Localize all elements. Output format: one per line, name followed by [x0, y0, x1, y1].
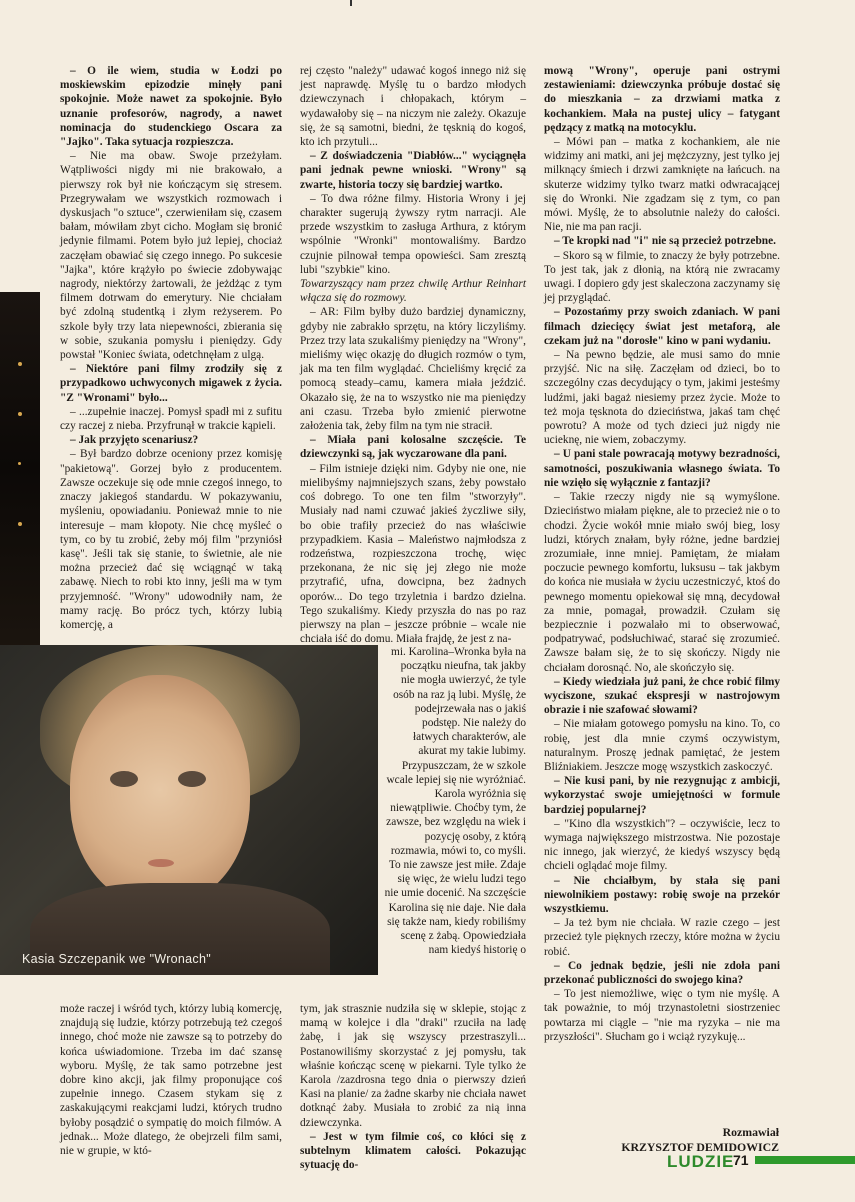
author-credit: [621, 1125, 779, 1155]
question: – U pani stale powracają motywy bezradności, samotności, poszukiwania własnego świata. To nie wzięło się wyłącznie z fantazji?: [544, 448, 780, 489]
aside: Towarzyszący nam przez chwilę Arthur Reinhart włącza się do rozmowy.: [300, 278, 526, 305]
question: – Kiedy wiedziała już pani, że chce robić filmy wyciszone, szukać ekspresji w nastrojowym obrazie i nie szafować słowami?: [544, 675, 780, 717]
question: – Z doświadczenia "Diabłów..." wyciągnęła pani jednak pewne wnioski. "Wrony" są zwarte, historia toczy się bardziej wartko.: [300, 150, 526, 191]
article-column-2-continued: [300, 1002, 526, 1172]
photo-kasia: [0, 645, 378, 975]
question: – Miała pani kolosalne szczęście. Te dziewczynki są, jak wyczarowane dla pani.: [300, 434, 526, 461]
credit-role: Rozmawiał: [722, 1125, 779, 1139]
light-spot: [18, 462, 21, 465]
footer-accent-bar: [755, 1156, 855, 1164]
paragraph: – Na pewno będzie, ale musi samo do mnie przyjść. Nic na siłę. Zaczęłam od dzieci, bo to szczególny czas decydujący o tym, jakimi jesteśmy ludźmi, jaki bagaż niesiemy przez życie. Może to też moja tęsknota do dzieciństwa, jakaś tam chęć powrotu? A może od tych dzieci już nigdy nie ucieknę, nie wiem, zobaczymy.: [544, 349, 780, 447]
article-column-1-continued: [60, 1002, 282, 1158]
paragraph: – Takie rzeczy nigdy nie są wymyślone. Dzieciństwo miałam piękne, ale to przecież nie o to chodzi. Życie wokół mnie miało swój bieg, losy ludzi, których znałam, były różne, jedne bardziej zrozumiałe, inne mniej. Pamiętam, że miałam poczucie pewnego komfortu, luksusu – tak jakbym do końca nie musiała w życiu uczestniczyć, ktoś do pewnego momentu opiekował się mną, decydował za mnie, pomagał, prowadził. Czułam się bezpiecznie i pozwalało mi to obserwować, podpatrywać, podsłuchiwać, starać się zrozumieć. Zawsze bałam się, że to się skończy. Nigdy nie chciałam dorosnąć. No, ale skończyło się.: [544, 491, 780, 674]
credit-name: KRZYSZTOF DEMIDOWICZ: [621, 1140, 779, 1154]
paragraph: – Nie ma obaw. Swoje przeżyłam. Wątpliwości nigdy mi nie brakowało, a pierwszy rok był nie kończącym się stresem. Przegrywałam we wszystkich rozmowach i dyskusjach "o sztuce", czerwieniłam się, czasem bałam, mówiłam zbyt cicho. Mogłam się bronić jedynie filmami. Potem było już lepiej, chociaż zaczęłam obawiać się czego innego. Po sukcesie "Jajka", które krążyło po świecie zdobywając nagrody, niektórzy żartowali, że jeżdżąc z tym filmem dotrwam do emerytury. Nie chciałam być zdolną studentką i złym reżyserem. Po szkole były trzy lata niepewności, zbierania się w sobie, szukania pomysłu i pieniędzy. Gdy powstał "Koniec świata, odetchnęłam z ulgą.: [60, 150, 282, 362]
article-column-2: [300, 64, 526, 646]
paragraph: – Był bardzo dobrze oceniony przez komisję "pakietową". Gorzej było z producentem. Zawsze oczekuje się ode mnie czegoś innego, to znaczy jakiegoś standardu. W pokazywaniu, myśleniu, opowiadaniu. Ponieważ mnie to nie interesuje – mam kłopoty. Nie chcę myśleć o tym, co by tu zrobić, żeby mój film "przyniósł kasę". Jeśli tak się stanie, to świetnie, ale nie można przecież dać się wciągnąć w taką zabawę. Niech to robi kto inny, jeśli ma w tym przyjemność. "Wrony" udowodniły nam, że mamy rację. Bo prócz tych, którzy lubią komercję, a: [60, 448, 282, 631]
crop-mark: [350, 0, 352, 6]
photo-caption: Kasia Szczepanik we "Wronach": [22, 952, 211, 966]
photo-eye: [110, 771, 138, 787]
paragraph: rej często "należy" udawać kogoś innego niż się jest naprawdę. Myślę tu o bardzo młodych dziewczynach i chłopakach, którym – wydawałoby się – na niczym nie zależy. Okazuje się, że są samotni, biedni, że tęsknią do kogoś, kto ich przytuli...: [300, 65, 526, 149]
magazine-name: LUDZIE: [667, 1152, 735, 1171]
question: – O ile wiem, studia w Łodzi po moskiewskim epizodzie minęły pani spokojnie. Może nawet za spokojnie. Było uznanie profesorów, nagrody, a nawet nominacja do studenckiego Oscara za "Jajko". Taka sytuacja rozpieszcza.: [60, 65, 282, 149]
paragraph: – Nie miałam gotowego pomysłu na kino. To, co robię, jest dla mnie czymś oczywistym, naturalnym. Proszę jednak pamiętać, że jestem Bliźniakiem. Jeszcze mogę wszystkich zaskoczyć.: [544, 718, 780, 773]
paragraph: – "Kino dla wszystkich"? – oczywiście, lecz to wymaga największego mistrzostwa. Nie pozostaje nic innego, jak wierzyć, że kiedyś wszyscy będą chcieli oglądać moje filmy.: [544, 817, 780, 873]
paragraph: – Mówi pan – matka z kochankiem, ale nie widzimy ani matki, ani jej mężczyzny, jest tylko jej milknący śmiech i drzwi zamknięte na łańcuch. na skuterze widzimy tylko twarz matki odwracającej się do Wronki. Nie zgadzam się z tym, co pan mówi. Myślę, że to absolutnie należy do całości. Nie, nie ma pan racji.: [544, 136, 780, 234]
photo-mouth: [148, 859, 174, 867]
paragraph: – Film istnieje dzięki nim. Gdyby nie one, nie mielibyśmy najmniejszych szans, żeby powstało coś dobrego. To one ten film "stworzyły". Musiały nad nami czuwać jakieś życzliwe siły, bo obie trafiły przecież do nas właściwie przypadkiem. Kasia – Maleństwo najmłodsza z rodzeństwa, rozpieszczona trochę, więc przekonana, że nic się jej złego nie może przytrafić, ufna, dowcipna, bez żadnych oporów... Do tego trzyletnia i bardzo dzielna. Tego szukaliśmy. Kiedy przyszła do nas po raz pierwszy na plan – jeszcze próbnie – wcale nie chciała iść do domu. Miała frajdę, że jest z na-: [300, 462, 526, 646]
photo-face: [70, 675, 250, 905]
question: – Nie chciałbym, by stała się pani niewolnikiem postawy: robię swoje na przekór wszystkiemu.: [544, 874, 780, 915]
paragraph: – To dwa różne filmy. Historia Wrony i jej charakter sugerują żywszy rytm narracji. Ale przede wszystkim to zasługa Arthura, z którym wspólnie "Wronki" montowaliśmy. Bardzo czujnie pilnował tempa opowieści. Sam zresztą lubi "szybkie" kino.: [300, 192, 526, 276]
question: mową "Wrony", operuje pani ostrymi zestawieniami: dziewczynka próbuje dostać się do mieszkania – za drzwiami matka z kochankiem. Mała na pustej ulicy – fatygant pędzący z matką na motocyklu.: [544, 65, 780, 134]
question: – Jak przyjęto scenariusz?: [70, 434, 199, 447]
paragraph: – To jest niemożliwe, więc o tym nie myślę. A tak poważnie, to mój trzynastoletni siostrzeniec powtarza mi ciągle – "nie ma ryzyka – nie ma przyszłości". Słucham go i wciąż ryzykuję...: [544, 988, 780, 1043]
paragraph: – Skoro są w filmie, to znaczy że były potrzebne. To jest tak, jak z dłonią, na którą nie zwracamy uwagi. I dopiero gdy jest skaleczona zaczynamy się jej przyglądać.: [544, 249, 780, 305]
page-number: 71: [733, 1152, 749, 1168]
question: – Nie kusi pani, by nie rezygnując z ambicji, wykorzystać swoje umiejętności w formule bardziej popularnej?: [544, 775, 780, 816]
article-column-3: [544, 64, 780, 1044]
paragraph: tym, jak strasznie nudziła się w sklepie, stojąc z mamą w kolejce i dla "draki" rzuciła na ladę żabę, i jak się wszyscy przestraszyli... Postanowiliśmy skorzystać z jej pomysłu, tak właśnie kończąc scenę w piekarni. Tyle tylko że Karola /zazdrosna tego dnia o pierwszy dzień Kasi na planie/ za żadne skarby nie chciała nawet dotknąć żaby. Musiała to zrobić za nią inna dziewczynka.: [300, 1003, 526, 1129]
question: – Te kropki nad "i" nie są przecież potrzebne.: [554, 235, 776, 248]
wrapped-text: mi. Karolina–Wronka była na początku nieufna, tak jakby nie mogła uwierzyć, że tyle osób na raz ją lubi. Myślę, że podejrzewała nas o jakiś podstęp. Nie należy do łatwych charakterów, ale akurat my takie lubimy. Przypuszczam, że w szkole wcale lepiej się nie wyróżniać. Karola wyróżnia się niewątpliwie. Choćby tym, że zawsze, bez względu na wiek i pozycję osoby, z którą rozmawia, mówi to, co myśli. To nie zawsze jest miłe. Zdaje się więc, że wielu ludzi tego nie umie docenić. Na szczęście Karolina się nie daje. Nie dała się także nam, kiedy robiliśmy scenę z żabą. Opowiedziała nam kiedyś historię o: [384, 646, 526, 957]
light-spot: [18, 362, 22, 366]
light-spot: [18, 412, 22, 416]
question: – Pozostańmy przy swoich zdaniach. W pani filmach dziecięcy świat jest metaforą, ale czekam już na "dorosłe" kino w pani wydaniu.: [544, 306, 780, 347]
photo-eye: [178, 771, 206, 787]
question: – Jest w tym filmie coś, co kłóci się z subtelnym klimatem całości. Pokazując sytuację do-: [300, 1130, 526, 1172]
paragraph: – Ja też bym nie chciała. W razie czego – jest przecież tyle pięknych rzeczy, które można w życiu robić.: [544, 917, 780, 958]
light-spot: [18, 522, 22, 526]
paragraph: może raczej i wśród tych, którzy lubią komercję, znajdują się ludzie, którzy potrzebują też czegoś innego, choć może nie zawsze są to potrzeby do końca uświadomione. Trzeba im dać szansę wyboru. Myślę, że tak samo potrzebne jest dobre kino akcji, jak filmy proponujące coś zupełnie innego. Czasem stykam się z zaskakującymi reakcjami ludzi, których trudno byłoby posądzić o sympatię do moich filmów. A jednak... Może dlatego, że obejrzeli film sami, nie w grupie, w któ-: [60, 1003, 282, 1158]
paragraph: – AR: Film byłby dużo bardziej dynamiczny, gdyby nie zabrakło sprzętu, na który liczyliśmy. Przez trzy lata szukaliśmy pieniędzy na "Wrony", mieliśmy więc okazję do długich rozmów o tym, jak ma ten film wyglądać. Chcieliśmy kręcić za pomocą steady–camu, kamera miała jeździć. Okazało się, że na to wszystko nie ma pieniędzy ani czasu. Trzeba było zmienić pierwotne założenia tak, żeby film na tym nie stracił.: [300, 306, 526, 433]
question: – Co jednak będzie, jeśli nie zdoła pani przekonać publiczności do swojego kina?: [544, 959, 780, 986]
question: – Niektóre pani filmy zrodziły się z przypadkowo uchwyconych migawek z życia. "Z "Wronami" było...: [60, 363, 282, 404]
page-footer: [667, 1152, 855, 1170]
article-column-1: [60, 64, 282, 632]
paragraph: – ...zupełnie inaczej. Pomysł spadł mi z sufitu czy raczej z nieba. Przyfrunął w trakcie kąpieli.: [60, 405, 282, 433]
